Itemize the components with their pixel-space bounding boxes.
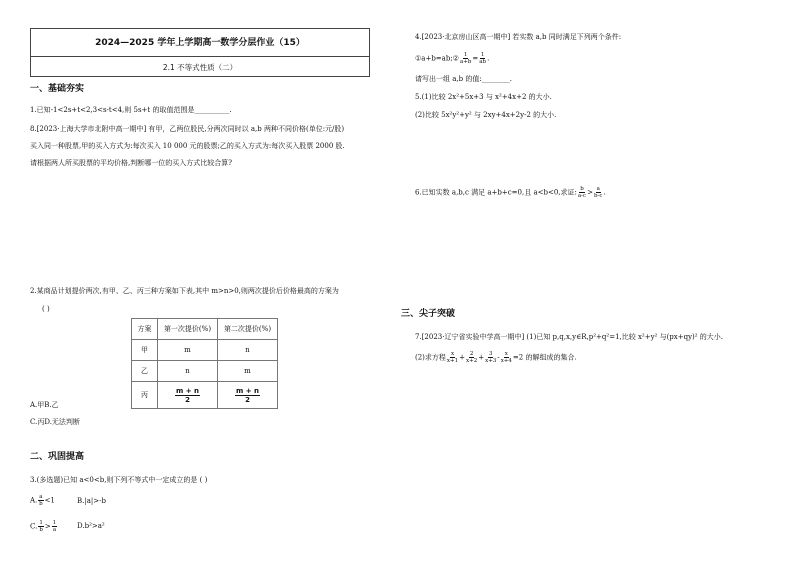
question-4-conditions: ①a+b=ab;② $\frac{1}{a+b}$ = $\frac{1}{ab}$ .	[415, 52, 490, 65]
price-plan-table	[131, 318, 278, 409]
question-2-line-1: 2.某商品计划提价两次,有甲、乙、丙三种方案如下表,其中 m>n>0,则两次提价后价格最高的方案为	[30, 287, 339, 295]
header-divider	[31, 56, 369, 57]
table-header: 第二次提价(%)	[218, 319, 278, 340]
table-header: 方案	[132, 319, 158, 340]
question-3-option-a: A. $\frac{a}{b}$ <1	[30, 494, 55, 507]
section-1-heading: 一、基础夯实	[30, 84, 85, 94]
question-7-part-1: 7.[2023·辽宁省实验中学高一期中] (1)已知 p,q,x,y∈R,p²+q²=1,比较 x²+y² 与(px+qy)² 的大小.	[415, 333, 724, 341]
question-2-option-cd: C.丙D.无法判断	[30, 418, 80, 426]
table-cell: n	[158, 361, 218, 382]
worksheet-title: 2024—2025 学年上学期高一数学分层作业（15）	[95, 38, 305, 48]
question-3-option-d: D.b²>a²	[77, 522, 105, 530]
question-1: 1.已知-1<2s+t<2,3<s-t<4,则 5s+t 的取值范围是__________.	[30, 106, 232, 114]
table-cell: 乙	[132, 361, 158, 382]
question-3-option-c: C. $\frac{1}{b}$ > $\frac{1}{a}$	[30, 520, 57, 533]
question-6: 6.已知实数 a,b,c 满足 a+b+c=0,且 a<b<0,求证: $\frac{b}{a-c}$ > $\frac{a}{b-c}$ .	[415, 186, 606, 199]
question-4-fill: 请写出一组 a,b 的值:________.	[415, 75, 512, 83]
question-4: 4.[2023·北京房山区高一期中] 若实数 a,b 同时满足下列两个条件:	[415, 33, 622, 41]
question-8-line-1: 8.[2023·上海大学市北附中高一期中] 有甲，乙两位股民,分两次同时以 a,b 两种不同价格(单位:元/股)	[30, 125, 345, 133]
question-3: 3.(多选题)已知 a<0<b,则下列不等式中一定成立的是 ( )	[30, 476, 208, 484]
table-cell: 丙	[132, 382, 158, 409]
section-2-heading: 二、巩固提高	[30, 452, 85, 462]
table-cell: m	[218, 361, 278, 382]
question-5-part-1: 5.(1)比较 2x²+5x+3 与 x²+4x+2 的大小.	[415, 93, 552, 101]
table-cell-fraction: $\frac{m + n}{2}$	[158, 382, 218, 409]
table-cell-fraction: $\frac{m + n}{2}$	[218, 382, 278, 409]
section-subtitle: 2.1 不等式性质（二）	[162, 63, 238, 72]
question-5-part-2: (2)比较 5x²y²+y² 与 2xy+4x+2y-2 的大小.	[415, 111, 557, 119]
header-box	[30, 28, 370, 77]
question-3-option-b: B.|a|>-b	[77, 497, 106, 505]
question-8-line-3: 请根据两人所买股票的平均价格,判断哪一位的买入方式比较合算?	[30, 159, 232, 167]
table-header: 第一次提价(%)	[158, 319, 218, 340]
table-cell: 甲	[132, 340, 158, 361]
question-2-option-ab: A.甲B.乙	[30, 401, 59, 409]
table-cell: n	[218, 340, 278, 361]
question-8-line-2: 买入同一种股票,甲的买入方式为:每次买入 10 000 元的股票;乙的买入方式为:每次买入股票 2000 股.	[30, 142, 345, 150]
table-cell: m	[158, 340, 218, 361]
question-7-part-2: (2)求方程 $\frac{x}{x+1}$ + $\frac{2}{x+2}$ + $\frac{3}{x+3}$ - $\frac{x}{x+4}$ =2 的解组成的集合.	[415, 351, 577, 364]
question-2-answer-blank: ( )	[42, 305, 50, 313]
section-3-heading: 三、尖子突破	[401, 309, 456, 319]
